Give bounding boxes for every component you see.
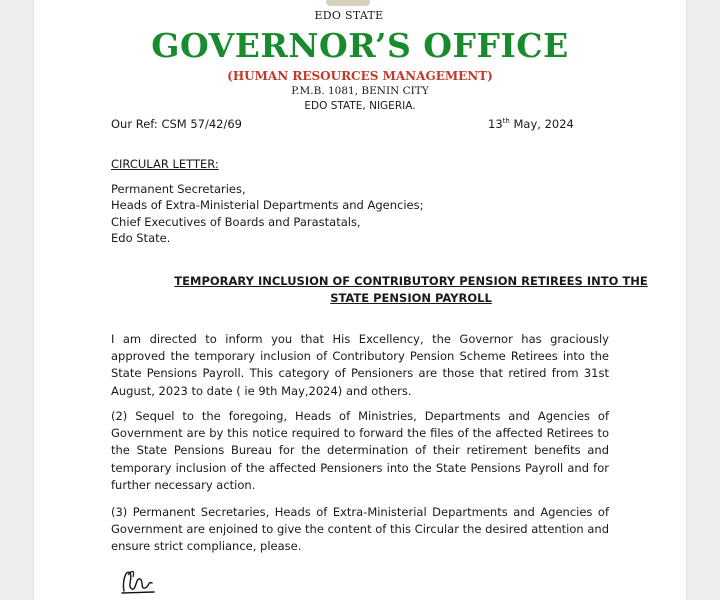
subject-heading — [111, 273, 711, 307]
body-paragraph: (2) Sequel to the foregoing, Heads of Ministries, Departments and Agencies of Government are by this notice required to forward the files of the affected Retirees to the State Pensions Bureau for the determination of their retirement benefits and temporary inclusion of the affected Pensioners into the State Pensions Payroll and for further necessary action. — [111, 409, 609, 492]
body-paragraph: I am directed to inform you that His Excellency, the Governor has graciously approved the temporary inclusion of Contributory Pension Scheme Retirees into the State Pensions Payroll. This category of Pensioners are those that retired from 31st August, 2023 to date ( ie 9th May,2024) and others. — [111, 332, 609, 398]
letterhead-address-1: P.M.B. 1081, BENIN CITY — [291, 85, 429, 97]
addressee-line: Permanent Secretaries, — [111, 182, 246, 196]
signature-icon — [118, 563, 158, 597]
reference-number: Our Ref: CSM 57/42/69 — [111, 117, 242, 131]
letter-date — [488, 117, 574, 131]
addressee-line: Chief Executives of Boards and Parastatals, — [111, 215, 361, 229]
letterhead-office: GOVERNOR’S OFFICE — [151, 26, 569, 65]
subject-line-2: STATE PENSION PAYROLL — [330, 291, 492, 305]
letterhead-state: EDO STATE — [314, 9, 384, 22]
circular-heading: CIRCULAR LETTER: — [111, 157, 219, 171]
letter-page — [34, 0, 686, 600]
date-suffix: th — [502, 117, 510, 126]
crest-emblem — [326, 0, 370, 6]
letterhead-department: (HUMAN RESOURCES MANAGEMENT) — [227, 69, 493, 83]
addressee-line: Edo State. — [111, 231, 171, 245]
subject-line-1: TEMPORARY INCLUSION OF CONTRIBUTORY PENSION RETIREES INTO THE — [174, 274, 648, 288]
date-day: 13 — [488, 117, 503, 131]
addressee-line: Heads of Extra-Ministerial Departments and Agencies; — [111, 198, 424, 212]
date-rest: May, 2024 — [509, 117, 574, 131]
letterhead-address-2: EDO STATE, NIGERIA. — [304, 100, 416, 112]
body-paragraph: (3) Permanent Secretaries, Heads of Extra-Ministerial Departments and Agencies of Government are enjoined to give the content of this Circular the desired attention and ensure strict compliance, please. — [111, 505, 609, 554]
